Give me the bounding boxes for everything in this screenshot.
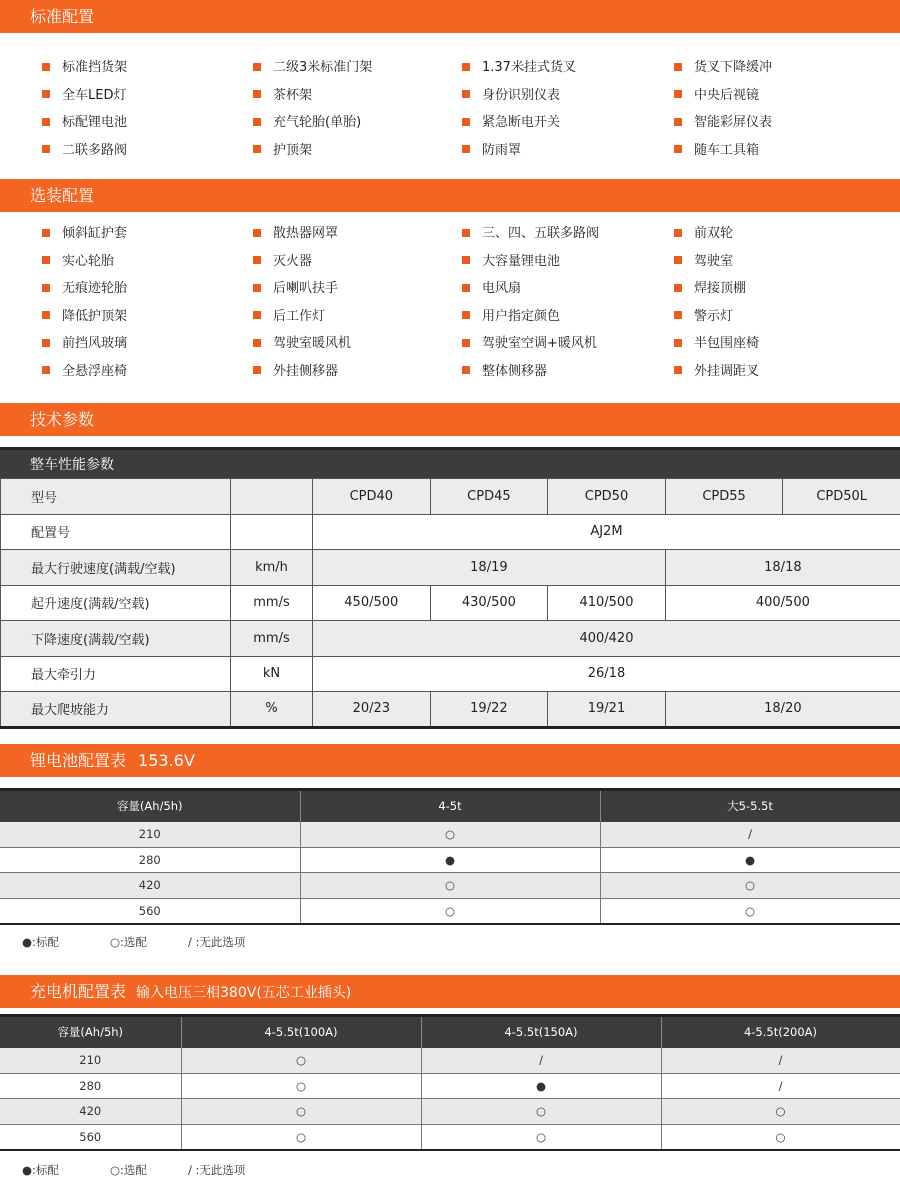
lower-unit: mm/s [231, 621, 313, 657]
feature-label: 驾驶室暖风机 [273, 336, 352, 351]
feature-item [42, 275, 127, 303]
unit-cell [231, 514, 313, 550]
bullet-square-icon [462, 229, 470, 237]
feature-item [253, 109, 361, 137]
feature-item [462, 54, 576, 82]
table-row [1, 621, 900, 657]
bullet-square-icon [674, 339, 682, 347]
feature-label: 前挡风玻璃 [62, 336, 128, 351]
feature-item [253, 137, 312, 165]
feature-label: 货叉下降缓冲 [694, 60, 773, 75]
bullet-square-icon [253, 284, 261, 292]
bullet-square-icon [462, 256, 470, 264]
bullet-square-icon [674, 145, 682, 153]
option-cell: ○ [600, 873, 900, 899]
feature-item [253, 54, 372, 82]
legend-standard: ●:标配 [22, 935, 59, 949]
grade-value: 18/20 [665, 692, 900, 728]
feature-label: 全车LED灯 [62, 87, 127, 103]
capacity-cell: 420 [0, 873, 300, 899]
feature-row [0, 275, 900, 303]
feature-label: 前双轮 [694, 226, 734, 241]
bullet-square-icon [674, 63, 682, 71]
legend-optional: ○:选配 [110, 1163, 147, 1177]
table-row [1, 550, 900, 586]
column-header: 大5-5.5t [600, 790, 900, 822]
table-row [0, 1124, 900, 1150]
feature-item [674, 303, 733, 331]
bullet-square-icon [674, 256, 682, 264]
lift-value: 410/500 [548, 585, 666, 621]
feature-row [0, 330, 900, 358]
charger-config-header [0, 975, 900, 1008]
feature-label: 茶杯架 [273, 87, 313, 103]
optional-config-title: 选装配置 [30, 186, 95, 205]
capacity-cell: 210 [0, 822, 300, 848]
table-row [0, 1099, 900, 1125]
option-cell: ○ [600, 898, 900, 924]
feature-label: 中央后视镜 [694, 87, 760, 103]
standard-config-list [0, 54, 900, 164]
performance-table [0, 478, 900, 729]
grade-label: 最大爬坡能力 [1, 692, 231, 728]
unit-cell [231, 479, 313, 515]
option-cell: ○ [181, 1073, 421, 1099]
bullet-square-icon [253, 63, 261, 71]
feature-label: 倾斜缸护套 [62, 226, 128, 241]
feature-row [0, 82, 900, 110]
feature-item [42, 330, 127, 358]
feature-item [462, 220, 599, 248]
performance-table-block [0, 447, 900, 729]
table-row [0, 1073, 900, 1099]
table-row [1, 585, 900, 621]
bullet-square-icon [42, 229, 50, 237]
feature-item [674, 54, 772, 82]
bullet-square-icon [253, 366, 261, 374]
feature-row [0, 109, 900, 137]
feature-label: 焊接顶棚 [694, 281, 747, 296]
bullet-square-icon [253, 311, 261, 319]
feature-item [462, 137, 521, 165]
feature-label: 降低护顶架 [62, 308, 128, 324]
column-header: 容量(Ah/5h) [0, 790, 300, 822]
model-cell: CPD50 [548, 479, 666, 515]
feature-item [42, 220, 127, 248]
option-cell: ○ [181, 1048, 421, 1074]
feature-item [42, 54, 127, 82]
bullet-square-icon [253, 145, 261, 153]
feature-row [0, 248, 900, 276]
traction-label: 最大牵引力 [1, 656, 231, 692]
option-cell: ○ [300, 822, 600, 848]
option-cell: ● [300, 847, 600, 873]
battery-legend [22, 934, 245, 950]
feature-label: 驾驶室 [694, 253, 734, 269]
feature-item [253, 330, 351, 358]
optional-config-header [0, 179, 900, 212]
feature-item [674, 248, 733, 276]
feature-item [674, 330, 759, 358]
option-cell: / [661, 1073, 900, 1099]
model-cell: CPD50L [783, 479, 900, 515]
traction-unit: kN [231, 656, 313, 692]
capacity-cell: 210 [0, 1048, 181, 1074]
bullet-square-icon [42, 339, 50, 347]
feature-label: 驾驶室空调+暖风机 [482, 336, 597, 351]
table-row [0, 1048, 900, 1074]
model-cell: CPD55 [665, 479, 783, 515]
table-row [0, 822, 900, 848]
bullet-square-icon [42, 284, 50, 292]
table-row [0, 847, 900, 873]
feature-row [0, 303, 900, 331]
column-header: 4-5.5t(100A) [181, 1016, 421, 1048]
legend-optional: ○:选配 [110, 935, 147, 949]
option-cell: ○ [661, 1124, 900, 1150]
feature-label: 散热器网罩 [273, 226, 339, 241]
capacity-cell: 560 [0, 898, 300, 924]
column-header: 4-5t [300, 790, 600, 822]
bullet-square-icon [253, 339, 261, 347]
grade-value: 20/23 [313, 692, 431, 728]
bullet-square-icon [42, 90, 50, 98]
speed-label: 最大行驶速度(满载/空载) [1, 550, 231, 586]
standard-config-header [0, 0, 900, 33]
model-cell: CPD45 [430, 479, 548, 515]
capacity-cell: 280 [0, 1073, 181, 1099]
feature-label: 紧急断电开关 [482, 115, 561, 130]
bullet-square-icon [462, 118, 470, 126]
bullet-square-icon [674, 366, 682, 374]
feature-item [253, 358, 338, 386]
feature-item [253, 82, 312, 110]
lift-value: 430/500 [430, 585, 548, 621]
feature-item [674, 220, 733, 248]
capacity-cell: 560 [0, 1124, 181, 1150]
feature-item [42, 303, 127, 331]
feature-item [42, 109, 127, 137]
feature-label: 用户指定颜色 [482, 308, 561, 324]
lift-value: 450/500 [313, 585, 431, 621]
bullet-square-icon [42, 63, 50, 71]
bullet-square-icon [462, 63, 470, 71]
option-cell: ○ [300, 873, 600, 899]
feature-item [462, 248, 560, 276]
feature-label: 二级3米标准门架 [273, 60, 373, 75]
bullet-square-icon [674, 311, 682, 319]
table-row [0, 873, 900, 899]
feature-label: 大容量锂电池 [482, 253, 561, 269]
bullet-square-icon [253, 229, 261, 237]
battery-config-table [0, 788, 900, 925]
table-row [1, 692, 900, 728]
table-row [1, 479, 900, 515]
bullet-square-icon [42, 366, 50, 374]
bullet-square-icon [462, 145, 470, 153]
bullet-square-icon [253, 256, 261, 264]
feature-label: 半包围座椅 [694, 336, 760, 351]
feature-label: 灭火器 [273, 253, 313, 269]
feature-item [42, 248, 114, 276]
feature-item [462, 109, 560, 137]
feature-label: 标准挡货架 [62, 60, 128, 75]
feature-item [674, 358, 759, 386]
lift-unit: mm/s [231, 585, 313, 621]
feature-item [462, 82, 560, 110]
feature-item [253, 275, 338, 303]
feature-label: 护顶架 [273, 142, 313, 158]
config-label: 配置号 [1, 514, 231, 550]
battery-voltage: 153.6V [138, 751, 195, 770]
feature-item [674, 137, 759, 165]
feature-item [253, 303, 325, 331]
bullet-square-icon [462, 284, 470, 292]
model-cell: CPD40 [313, 479, 431, 515]
bullet-square-icon [253, 118, 261, 126]
option-cell: / [661, 1048, 900, 1074]
feature-label: 智能彩屏仪表 [694, 115, 773, 130]
battery-config-header [0, 744, 900, 777]
tech-params-header [0, 403, 900, 436]
charger-subtitle: 输入电压三相380V(五芯工业插头) [136, 985, 352, 1001]
column-header: 容量(Ah/5h) [0, 1016, 181, 1048]
grade-value: 19/22 [430, 692, 548, 728]
feature-item [674, 82, 759, 110]
bullet-square-icon [253, 90, 261, 98]
feature-label: 三、四、五联多路阀 [482, 226, 600, 241]
feature-item [462, 303, 560, 331]
feature-row [0, 54, 900, 82]
feature-label: 随车工具箱 [694, 142, 760, 158]
option-cell: ● [421, 1073, 661, 1099]
feature-item [462, 330, 597, 358]
standard-config-title: 标准配置 [30, 7, 95, 26]
feature-item [42, 137, 127, 165]
bullet-square-icon [42, 118, 50, 126]
grade-unit: % [231, 692, 313, 728]
config-value: AJ2M [313, 514, 900, 550]
bullet-square-icon [674, 90, 682, 98]
feature-label: 电风扇 [482, 281, 522, 296]
feature-label: 二联多路阀 [62, 142, 128, 158]
feature-label: 充气轮胎(单胎) [273, 115, 362, 130]
feature-row [0, 358, 900, 386]
feature-item [674, 109, 772, 137]
tech-params-title: 技术参数 [30, 410, 95, 429]
speed-unit: km/h [231, 550, 313, 586]
feature-label: 后喇叭扶手 [273, 281, 339, 296]
feature-item [253, 248, 312, 276]
bullet-square-icon [462, 311, 470, 319]
capacity-cell: 420 [0, 1099, 181, 1125]
feature-item [253, 220, 338, 248]
charger-config-table [0, 1014, 900, 1151]
feature-label: 后工作灯 [273, 308, 326, 324]
performance-table-title: 整车性能参数 [0, 447, 900, 478]
model-label: 型号 [1, 479, 231, 515]
feature-item [42, 82, 126, 110]
column-header: 4-5.5t(150A) [421, 1016, 661, 1048]
lift-label: 起升速度(满载/空载) [1, 585, 231, 621]
feature-label: 1.37米挂式货叉 [482, 60, 576, 75]
capacity-cell: 280 [0, 847, 300, 873]
feature-item [42, 358, 127, 386]
feature-label: 整体侧移器 [482, 363, 548, 379]
feature-label: 外挂侧移器 [273, 363, 339, 379]
option-cell: ○ [421, 1099, 661, 1125]
bullet-square-icon [462, 366, 470, 374]
charger-config-title: 充电机配置表 [30, 982, 127, 1001]
battery-config-title: 锂电池配置表 [30, 751, 127, 770]
bullet-square-icon [462, 339, 470, 347]
bullet-square-icon [674, 284, 682, 292]
bullet-square-icon [42, 311, 50, 319]
lift-value: 400/500 [665, 585, 900, 621]
table-row [1, 656, 900, 692]
feature-label: 无痕迹轮胎 [62, 281, 128, 296]
speed-value: 18/19 [313, 550, 666, 586]
legend-none: / :无此选项 [188, 1163, 246, 1177]
optional-config-list [0, 220, 900, 385]
feature-label: 实心轮胎 [62, 253, 115, 269]
bullet-square-icon [674, 229, 682, 237]
legend-none: / :无此选项 [188, 935, 246, 949]
option-cell: ● [600, 847, 900, 873]
option-cell: / [421, 1048, 661, 1074]
feature-label: 警示灯 [694, 308, 734, 324]
feature-label: 身份识别仪表 [482, 87, 561, 103]
table-row [0, 898, 900, 924]
feature-label: 标配锂电池 [62, 115, 128, 130]
table-row [1, 514, 900, 550]
feature-row [0, 220, 900, 248]
bullet-square-icon [674, 118, 682, 126]
bullet-square-icon [462, 90, 470, 98]
grade-value: 19/21 [548, 692, 666, 728]
option-cell: ○ [421, 1124, 661, 1150]
lower-label: 下降速度(满载/空载) [1, 621, 231, 657]
option-cell: ○ [300, 898, 600, 924]
feature-label: 外挂调距叉 [694, 363, 760, 379]
traction-value: 26/18 [313, 656, 900, 692]
bullet-square-icon [42, 145, 50, 153]
feature-item [462, 358, 547, 386]
option-cell: ○ [181, 1099, 421, 1125]
feature-label: 防雨罩 [482, 142, 522, 158]
option-cell: ○ [181, 1124, 421, 1150]
feature-item [674, 275, 746, 303]
feature-row [0, 137, 900, 165]
option-cell: ○ [661, 1099, 900, 1125]
option-cell: / [600, 822, 900, 848]
lower-value: 400/420 [313, 621, 900, 657]
feature-item [462, 275, 521, 303]
charger-legend [22, 1162, 245, 1178]
column-header: 4-5.5t(200A) [661, 1016, 900, 1048]
bullet-square-icon [42, 256, 50, 264]
feature-label: 全悬浮座椅 [62, 363, 128, 379]
speed-value: 18/18 [665, 550, 900, 586]
legend-standard: ●:标配 [22, 1163, 59, 1177]
